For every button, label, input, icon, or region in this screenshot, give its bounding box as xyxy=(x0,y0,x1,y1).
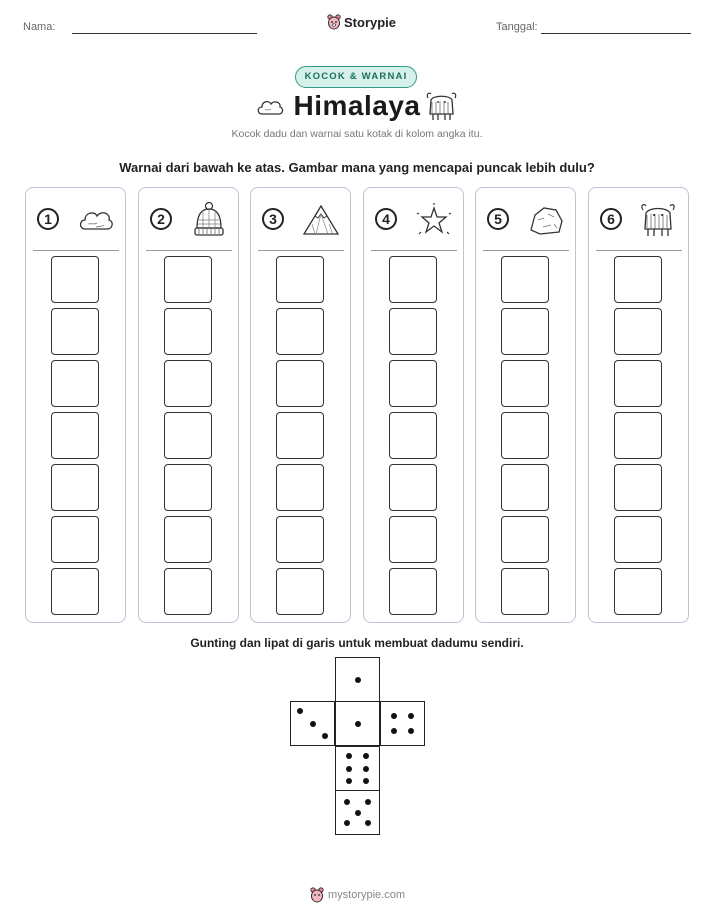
dice-pip xyxy=(310,721,316,727)
dice-pip xyxy=(365,799,371,805)
color-box[interactable] xyxy=(51,464,99,511)
color-box[interactable] xyxy=(164,360,212,407)
color-box[interactable] xyxy=(614,256,662,303)
yak-icon xyxy=(639,202,679,238)
dice-pip xyxy=(346,766,352,772)
storypie-logo-icon xyxy=(310,887,324,903)
color-box[interactable] xyxy=(614,360,662,407)
dice-pip xyxy=(363,778,369,784)
brand-logo xyxy=(327,14,396,30)
dice-pip xyxy=(355,721,361,727)
column-divider xyxy=(371,250,457,251)
color-box[interactable] xyxy=(51,360,99,407)
color-box[interactable] xyxy=(389,308,437,355)
color-box[interactable] xyxy=(389,412,437,459)
color-box[interactable] xyxy=(276,516,324,563)
knit-hat-icon xyxy=(189,202,229,238)
color-box[interactable] xyxy=(501,516,549,563)
column-header xyxy=(484,202,568,236)
color-box[interactable] xyxy=(501,308,549,355)
rock-icon xyxy=(526,202,566,238)
column-divider xyxy=(596,250,682,251)
dice-pip xyxy=(408,713,414,719)
column-header xyxy=(597,202,681,236)
color-box[interactable] xyxy=(51,256,99,303)
dice-face-3 xyxy=(290,701,335,746)
column-header xyxy=(147,202,231,236)
column-6 xyxy=(588,187,689,623)
dice-pip xyxy=(391,728,397,734)
dice-pip xyxy=(365,820,371,826)
star-icon xyxy=(414,202,454,238)
date-line[interactable] xyxy=(541,33,691,34)
dice-pip xyxy=(355,810,361,816)
instruction-text: Warnai dari bawah ke atas. Gambar mana yang mencapai puncak lebih dulu? xyxy=(119,160,595,175)
page-title: Himalaya xyxy=(293,90,421,121)
dice-pip xyxy=(355,677,361,683)
footer-url: mystorypie.com xyxy=(328,889,406,901)
color-box[interactable] xyxy=(276,308,324,355)
yak-icon xyxy=(425,90,461,122)
color-box[interactable] xyxy=(164,256,212,303)
column-1 xyxy=(25,187,126,623)
dice-pip xyxy=(408,728,414,734)
color-box[interactable] xyxy=(276,360,324,407)
activity-badge: KOCOK & WARNAI xyxy=(295,66,417,88)
color-box[interactable] xyxy=(51,308,99,355)
column-3 xyxy=(250,187,351,623)
color-box[interactable] xyxy=(501,360,549,407)
color-box[interactable] xyxy=(389,568,437,615)
column-4 xyxy=(363,187,464,623)
color-box[interactable] xyxy=(276,464,324,511)
mountain-icon xyxy=(301,202,341,238)
dice-pip xyxy=(344,820,350,826)
column-header xyxy=(372,202,456,236)
color-box[interactable] xyxy=(614,308,662,355)
column-2 xyxy=(138,187,239,623)
cloud-icon xyxy=(76,202,116,238)
color-box[interactable] xyxy=(164,412,212,459)
dice-pip xyxy=(346,753,352,759)
dice-face-5 xyxy=(335,790,380,835)
column-header xyxy=(34,202,118,236)
color-box[interactable] xyxy=(501,464,549,511)
column-number: 6 xyxy=(600,208,622,230)
color-box[interactable] xyxy=(276,412,324,459)
dice-pip xyxy=(297,708,303,714)
color-box[interactable] xyxy=(164,568,212,615)
brand-name: Storypie xyxy=(344,14,397,30)
color-box[interactable] xyxy=(614,516,662,563)
column-divider xyxy=(483,250,569,251)
dice-pip xyxy=(363,766,369,772)
color-box[interactable] xyxy=(389,360,437,407)
column-divider xyxy=(146,250,232,251)
dice-face-1 xyxy=(335,657,380,702)
column-header xyxy=(259,202,343,236)
color-box[interactable] xyxy=(51,568,99,615)
color-box[interactable] xyxy=(276,568,324,615)
column-divider xyxy=(258,250,344,251)
color-box[interactable] xyxy=(501,412,549,459)
dice-pip xyxy=(363,753,369,759)
color-box[interactable] xyxy=(614,568,662,615)
column-divider xyxy=(33,250,119,251)
color-box[interactable] xyxy=(164,464,212,511)
footer xyxy=(310,887,405,903)
dice-pip xyxy=(344,799,350,805)
storypie-logo-icon xyxy=(327,14,341,30)
color-box[interactable] xyxy=(276,256,324,303)
dice-face-4 xyxy=(380,701,425,746)
dice-pip xyxy=(322,733,328,739)
column-number: 5 xyxy=(487,208,509,230)
color-box[interactable] xyxy=(389,464,437,511)
name-label: Nama: xyxy=(23,21,56,33)
column-5 xyxy=(475,187,576,623)
dice-pip xyxy=(346,778,352,784)
color-box[interactable] xyxy=(51,412,99,459)
color-box[interactable] xyxy=(389,256,437,303)
column-number: 3 xyxy=(262,208,284,230)
name-line[interactable] xyxy=(72,33,257,34)
dice-pip xyxy=(391,713,397,719)
color-box[interactable] xyxy=(164,308,212,355)
color-box[interactable] xyxy=(614,412,662,459)
page-subtitle: Kocok dadu dan warnai satu kotak di kolom angka itu. xyxy=(231,128,483,140)
cut-instruction: Gunting dan lipat di garis untuk membuat dadumu sendiri. xyxy=(190,636,524,650)
color-box[interactable] xyxy=(501,568,549,615)
color-box[interactable] xyxy=(614,464,662,511)
color-box[interactable] xyxy=(164,516,212,563)
color-box[interactable] xyxy=(501,256,549,303)
dice-face-1 xyxy=(335,701,380,746)
column-number: 2 xyxy=(150,208,172,230)
color-box[interactable] xyxy=(389,516,437,563)
date-label: Tanggal: xyxy=(496,21,538,33)
dice-face-6 xyxy=(335,746,380,791)
column-number: 4 xyxy=(375,208,397,230)
color-box[interactable] xyxy=(51,516,99,563)
column-number: 1 xyxy=(37,208,59,230)
